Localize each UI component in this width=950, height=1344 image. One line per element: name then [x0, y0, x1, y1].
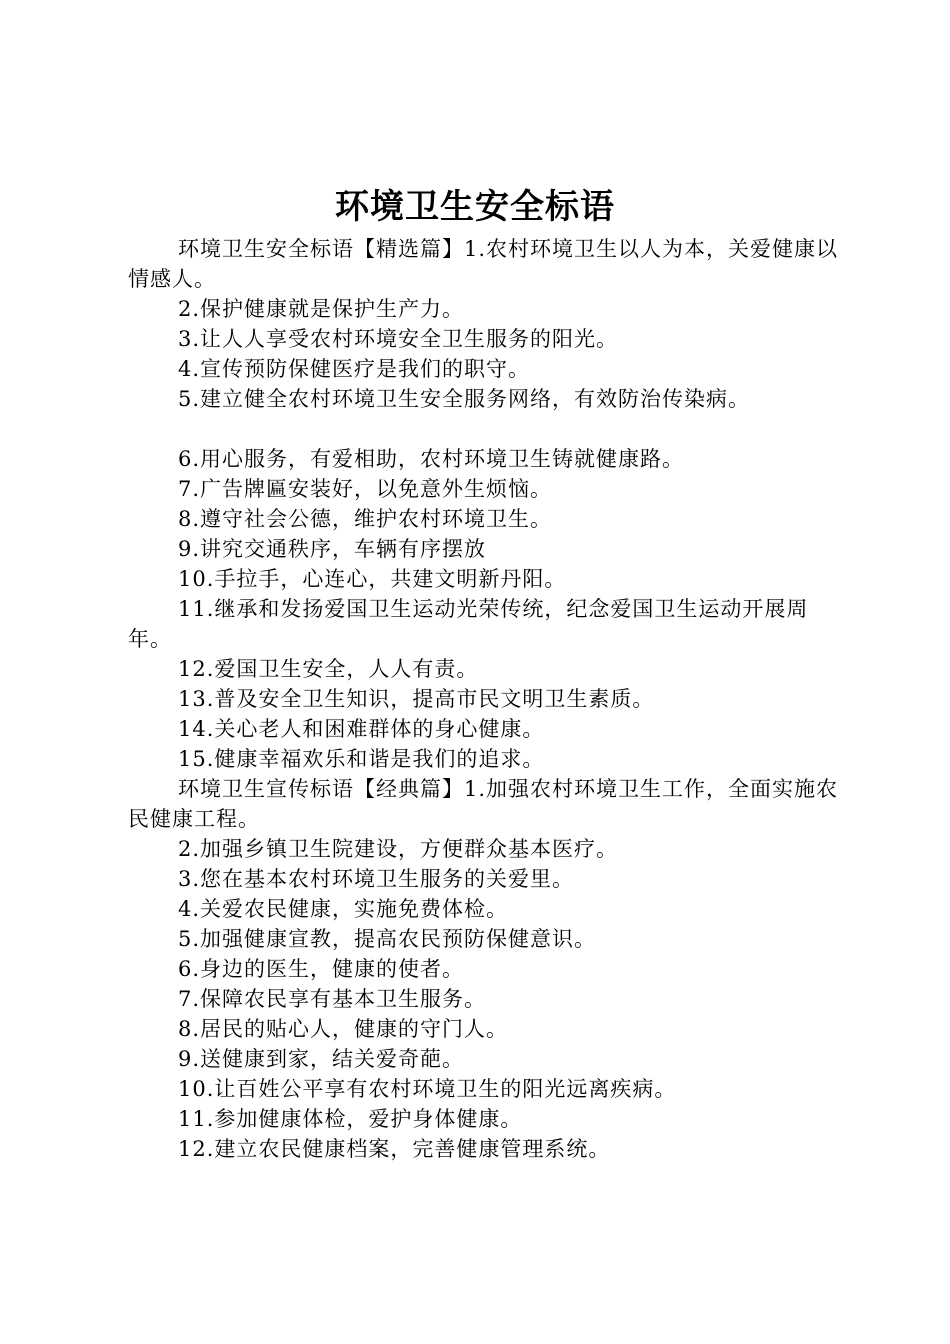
slogan-item: 2.加强乡镇卫生院建设，方便群众基本医疗。 [178, 837, 619, 861]
slogan-item: 10.手拉手，心连心，共建文明新丹阳。 [178, 567, 567, 591]
slogan-item: 9.送健康到家，结关爱奇葩。 [178, 1047, 465, 1071]
slogan-item: 9.讲究交通秩序，车辆有序摆放 [178, 537, 487, 561]
slogan-item: 2.保护健康就是保护生产力。 [178, 297, 465, 321]
blank-line [128, 414, 848, 444]
slogan-item: 3.让人人享受农村环境安全卫生服务的阳光。 [178, 327, 619, 351]
slogan-item: 7.保障农民享有基本卫生服务。 [178, 987, 487, 1011]
slogan-item: 6.身边的医生，健康的使者。 [178, 957, 465, 981]
slogan-item: 6.用心服务，有爱相助，农村环境卫生铸就健康路。 [178, 447, 685, 471]
slogan-item: 4.宣传预防保健医疗是我们的职守。 [178, 357, 531, 381]
document-body [128, 234, 848, 1164]
slogan-item: 12.爱国卫生安全，人人有责。 [178, 657, 479, 681]
slogan-item: 4.关爱农民健康，实施免费体检。 [178, 897, 509, 921]
slogan-item: 15.健康幸福欢乐和谐是我们的追求。 [178, 747, 545, 771]
slogan-item: 10.让百姓公平享有农村环境卫生的阳光远离疾病。 [178, 1077, 677, 1101]
slogan-item: 8.遵守社会公德，维护农村环境卫生。 [178, 507, 553, 531]
paragraph-intro-2: 环境卫生宣传标语【经典篇】1.加强农村环境卫生工作，全面实施农民健康工程。 [128, 777, 839, 831]
slogan-item: 11.参加健康体检，爱护身体健康。 [178, 1107, 523, 1131]
slogan-item: 11.继承和发扬爱国卫生运动光荣传统，纪念爱国卫生运动开展周年。 [128, 597, 809, 651]
document-title: 环境卫生安全标语 [335, 187, 615, 227]
slogan-item: 13.普及安全卫生知识，提高市民文明卫生素质。 [178, 687, 655, 711]
slogan-item: 8.居民的贴心人，健康的守门人。 [178, 1017, 509, 1041]
slogan-item: 5.加强健康宣教，提高农民预防保健意识。 [178, 927, 597, 951]
slogan-item: 12.建立农民健康档案，完善健康管理系统。 [178, 1137, 611, 1161]
slogan-item: 5.建立健全农村环境卫生安全服务网络，有效防治传染病。 [178, 387, 751, 411]
paragraph-intro-1: 环境卫生安全标语【精选篇】1.农村环境卫生以人为本，关爱健康以情感人。 [128, 237, 839, 291]
slogan-item: 14.关心老人和困难群体的身心健康。 [178, 717, 545, 741]
slogan-item: 3.您在基本农村环境卫生服务的关爱里。 [178, 867, 575, 891]
slogan-item: 7.广告牌匾安装好，以免意外生烦恼。 [178, 477, 553, 501]
